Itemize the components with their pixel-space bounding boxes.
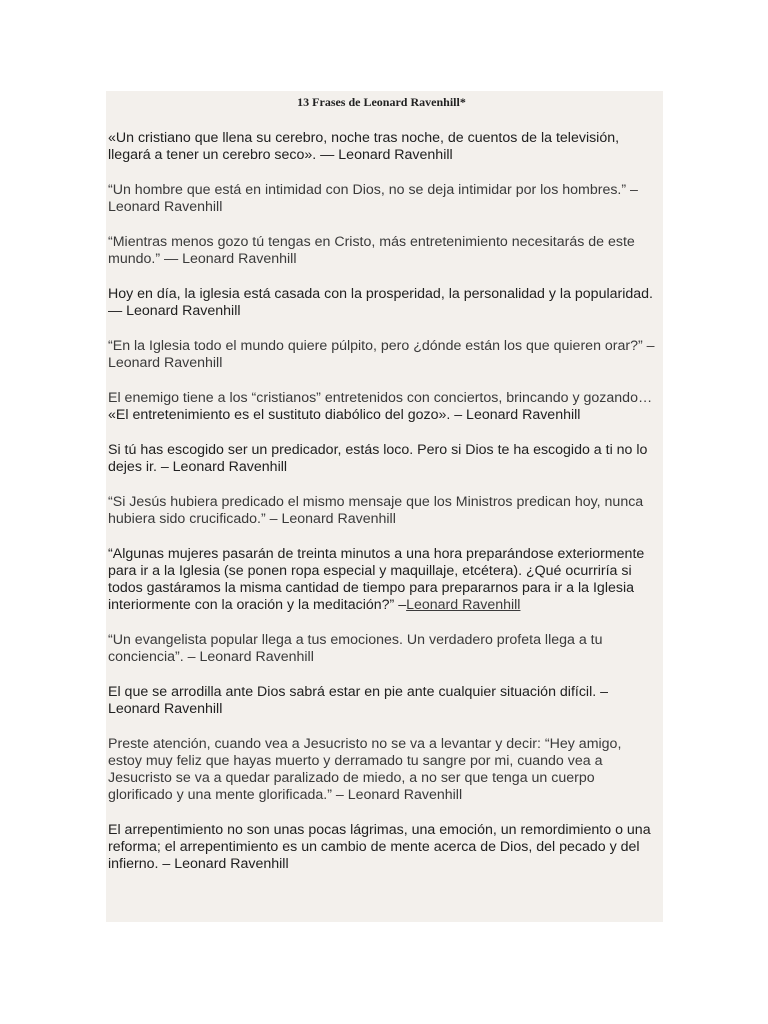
document-title: 13 Frases de Leonard Ravenhill*: [297, 95, 466, 109]
author-link[interactable]: Leonard Ravenhill: [406, 597, 521, 613]
quote-11: El que se arrodilla ante Dios sabrá estar en pie ante cualquier situación difícil. – Leonard Ravenhill: [108, 684, 608, 717]
quote-6-line-2: «El entretenimiento es el sustituto diabólico del gozo». – Leonard Ravenhill: [108, 407, 581, 423]
quote-1: «Un cristiano que llena su cerebro, noche tras noche, de cuentos de la televisión, llegará a tener un cerebro seco». — Leonard Ravenhill: [108, 130, 620, 163]
quote-4: Hoy en día, la iglesia está casada con la prosperidad, la personalidad y la popularidad.— Leonard Ravenhill: [108, 286, 653, 319]
quote-10: “Un evangelista popular llega a tus emociones. Un verdadero profeta llega a tu conciencia”. – Leonard Ravenhill: [108, 632, 603, 665]
quote-9: [108, 546, 655, 614]
quote-6-line-1: El enemigo tiene a los “cristianos” entretenidos con conciertos, brincando y gozando…: [108, 390, 653, 406]
quote-9-text: “Algunas mujeres pasarán de treinta minutos a una hora preparándose exteriormente para ir a la Iglesia (se ponen ropa especial y maquillaje, etcétera). ¿Qué ocurriría si todos gastáramos la misma cantidad de tiempo para prepararnos para ir a la Iglesia interiormente con la oración y la meditación?” –: [108, 546, 645, 613]
quote-6: [108, 390, 655, 424]
quote-3: “Mientras menos gozo tú tengas en Cristo, más entretenimiento necesitarás de este mundo.” — Leonard Ravenhill: [108, 234, 635, 267]
quote-13: El arrepentimiento no son unas pocas lágrimas, una emoción, un remordimiento o una reforma; el arrepentimiento es un cambio de mente acerca de Dios, del pecado y del infierno. – Leonard Ravenhill: [108, 822, 651, 872]
quote-5: “En la Iglesia todo el mundo quiere púlpito, pero ¿dónde están los que quieren orar?” – Leonard Ravenhill: [108, 338, 655, 371]
quote-12: Preste atención, cuando vea a Jesucristo no se va a levantar y decir: “Hey amigo, estoy muy feliz que hayas muerto y derramado tu sangre por mi, cuando vea a Jesucristo se va a quedar paralizado de miedo, a no ser que tenga un cuerpo glorificado y una mente glorificada.” – Leonard Ravenhill: [108, 736, 622, 803]
quote-2: “Un hombre que está en intimidad con Dios, no se deja intimidar por los hombres.” – Leonard Ravenhill: [108, 182, 638, 215]
quote-7: Si tú has escogido ser un predicador, estás loco. Pero si Dios te ha escogido a ti no lo dejes ir. – Leonard Ravenhill: [108, 442, 648, 475]
document-page: [106, 91, 663, 922]
quote-8: “Si Jesús hubiera predicado el mismo mensaje que los Ministros predican hoy, nunca hubiera sido crucificado.” – Leonard Ravenhill: [108, 494, 644, 527]
